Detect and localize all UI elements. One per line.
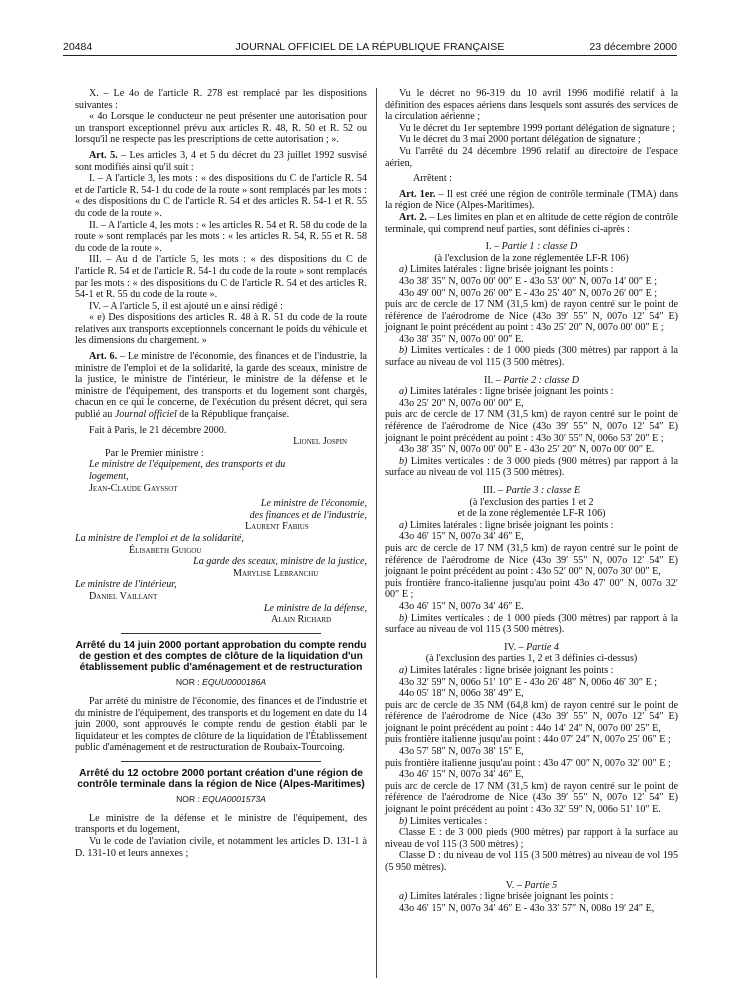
part-4-b: b) Limites verticales : <box>399 815 488 827</box>
vu-3: Vu le décret du 3 mai 2000 portant délégation de signature ; <box>399 134 641 146</box>
arrete-1-title: Arrêté du 14 juin 2000 portant approbation du compte rendu de gestion et des comptes de clôture de la liquidation d'un établissement public d'aménagement et de restructuration <box>75 639 367 674</box>
article-1-label: Art. 1er. <box>399 188 436 200</box>
part-5-pts1: 43o 46′ 15″ N, 007o 34′ 46″ E - 43o 33′ 57″ N, 008o 19′ 24″ E, <box>399 902 655 914</box>
arrete-1-nor-label: NOR : <box>175 677 203 688</box>
part-3-num: III. – <box>482 485 506 496</box>
part-2-head: Partie 2 : classe D <box>503 374 580 386</box>
arrete-2-title: Arrêté du 12 octobre 2000 portant création d'une région de contrôle terminale dans la région de Nice (Alpes-Maritimes) <box>77 767 365 791</box>
section-separator-1 <box>121 633 321 634</box>
part-4-num: IV. – <box>504 641 527 653</box>
sig1-title: Le ministre de l'équipement, des transports et du logement, <box>89 459 286 482</box>
part-3-head: Partie 3 : classe E <box>505 485 581 496</box>
part-4-pts2: 44o 05′ 18″ N, 006o 38′ 49″ E, <box>399 688 524 700</box>
column-divider <box>376 88 377 978</box>
part-2-a: a) Limites latérales : ligne brisée joignant les points : <box>399 386 614 398</box>
part-4-b-text: Limites verticales : <box>409 815 488 827</box>
article-5 <box>75 150 367 173</box>
sig3-name: Élisabeth Guigou <box>129 544 202 556</box>
part-1-a: a) Limites latérales : ligne brisée joignant les points : <box>399 264 614 276</box>
sig3-title: La ministre de l'emploi et de la solidarité, <box>75 532 244 544</box>
article-5-text: – Les articles 3, 4 et 5 du décret du 23 juillet 1992 susvisé sont modifiés ainsi qu'il suit : <box>75 149 367 173</box>
part-1-pts3: 43o 38′ 35″ N, 007o 00′ 00″ E. <box>399 333 524 345</box>
part-3-pts1: 43o 46′ 15″ N, 007o 34′ 46″ E, <box>399 531 524 543</box>
part-4-classe-e: Classe E : de 3 000 pieds (900 mètres) par rapport à la surface au niveau de vol 115 (3 500 mètres) ; <box>385 827 678 850</box>
arrete-2-nor <box>75 794 367 806</box>
part-3-sub1: (à l'exclusion des parties 1 et 2 <box>469 496 594 508</box>
article-5-ii: II. – A l'article 4, les mots : « les articles R. 54 et R. 58 du code de la route » sont remplacés par les mots : « les articles R. 54, R. 55 et R. 58 du code de la route ». <box>75 219 367 254</box>
page-header <box>63 41 677 55</box>
article-6-label: Art. 6. <box>89 351 118 363</box>
sig2-title-b: des finances et de l'industrie, <box>249 509 367 521</box>
sig4-name: Marylise Lebranchu <box>233 567 319 579</box>
part-1-num: I. – <box>485 241 502 253</box>
arrete-2-nor-code: EQUA0001573A <box>202 794 266 805</box>
part-1-b-text: Limites verticales : de 1 000 pieds (300 mètres) par rapport à la surface au niveau de vol 115 (3 500 mètres). <box>385 345 678 369</box>
article-5-iv-quote: « e) Des dispositions des articles R. 48 à R. 51 du code de la route relatives aux transports exceptionnels concernant le poids du véhicule et les dimensions du chargement. » <box>75 312 367 347</box>
part-4-border2: puis frontière italienne jusqu'au point : 43o 47′ 00″ N, 007o 32′ 00″ E ; <box>385 757 671 769</box>
part-4-sub: (à l'exclusion des parties 1, 2 et 3 définies ci-dessus) <box>425 653 638 665</box>
header-rule <box>63 55 677 56</box>
article-2 <box>385 212 678 235</box>
part-4-classe-d: Classe D : du niveau de vol 115 (3 500 mètres) au niveau de vol 195 (5 950 mètres). <box>385 850 678 873</box>
article-5-label: Art. 5. <box>89 149 118 161</box>
right-column <box>385 88 678 914</box>
part-4-arc2: puis arc de cercle de 17 NM (31,5 km) de rayon centré sur le point de référence de l'aérodrome de Nice (43o 39′ 55″ N, 007o 12′ 54″ E) joignant le point précédent au point : 43o 32′ 59″ N, 006o 51′ 10″ E. <box>385 780 678 816</box>
part-3-a-text: Limites latérales : ligne brisée joignant les points : <box>409 519 614 531</box>
article-5-i: I. – A l'article 3, les mots : « des dispositions du C de l'article R. 54 et de l'article R. 54-1 du code de la route » sont remplacés par les mots : « des dispositions du C de l'article R. 54 et des articles R. 54-1 et R. 55 du code de la route ». <box>75 173 367 219</box>
paragraph-x-quote: « 4o Lorsque le conducteur ne peut présenter une autorisation pour un transport exceptionnel prévu aux articles R. 48, R. 50 et R. 52 ou lorsqu'il ne respecte pas les prescriptions de cette autorisation ; ». <box>75 111 367 146</box>
part-5-heading <box>385 880 678 892</box>
part-3-pts2: 43o 46′ 15″ N, 007o 34′ 46″ E. <box>399 600 524 612</box>
part-2-heading <box>385 375 678 387</box>
part-3-border: puis frontière franco-italienne jusqu'au point 43o 47′ 00″ N, 007o 32′ 00″ E ; <box>385 577 678 601</box>
article-2-label: Art. 2. <box>399 211 427 223</box>
part-2-a-text: Limites latérales : ligne brisée joignant les points : <box>409 386 614 398</box>
part-2-pts1: 43o 25′ 20″ N, 007o 00′ 00″ E, <box>399 397 524 409</box>
arrete-1-nor-code: EQUU0000186A <box>202 677 267 688</box>
part-1-pts1: 43o 38′ 35″ N, 007o 00′ 00″ E - 43o 53′ 00″ N, 007o 14′ 00″ E ; <box>399 275 658 287</box>
sig5-title: Le ministre de l'intérieur, <box>75 579 177 591</box>
part-4-pts4: 43o 46′ 15″ N, 007o 34′ 46″ E, <box>399 769 524 781</box>
section-separator-2 <box>121 761 321 762</box>
part-1-head: Partie 1 : classe D <box>501 241 578 253</box>
part-4-a-text: Limites latérales : ligne brisée joignant les points : <box>409 664 614 676</box>
left-column <box>75 88 367 859</box>
part-2-arc: puis arc de cercle de 17 NM (31,5 km) de rayon centré sur le point de référence de l'aérodrome de Nice (43o 39′ 55″ N, 007o 12′ 54″ E) joignant le point précédent au point : 43o 30′ 55″ N, 006o 53′ 20″ E ; <box>385 409 678 444</box>
article-6-journal: Journal officiel <box>114 409 177 421</box>
part-4-arc1: puis arc de cercle de 35 NM (64,8 km) de rayon centré sur le point de référence de l'aérodrome de Nice (43o 39′ 55″ N, 007o 12′ 54″ E) joignant le point précédent au point : 44o 14′ 24″ N, 007o 00′ 25″ E, <box>385 699 678 734</box>
part-4-pts3: 43o 57′ 58″ N, 007o 38′ 15″ E, <box>399 746 524 758</box>
article-1-text: – Il est créé une région de contrôle terminale (TMA) dans la région de Nice (Alpes-Maritimes). <box>385 188 678 212</box>
done-at: Fait à Paris, le 21 décembre 2000. <box>89 424 227 436</box>
part-2-pts2: 43o 38′ 35″ N, 007o 00′ 00″ E - 43o 25′ 20″ N, 007o 00′ 00″ E. <box>399 444 655 456</box>
vu-2: Vu le décret du 1er septembre 1999 portant délégation de signature ; <box>399 122 676 134</box>
part-1-heading <box>385 241 678 253</box>
part-1-arc: puis arc de cercle de 17 NM (31,5 km) de rayon centré sur le point de référence de l'aérodrome de Nice (43o 39′ 55″ N, 007o 12′ 54″ E) joignant le point précédent au point : 43o 25′ 20″ N, 007o 00′ 00″ E ; <box>385 299 678 334</box>
part-3-heading <box>385 485 678 497</box>
page-number: 20484 <box>63 41 93 53</box>
vu-1: Vu le décret no 96-319 du 10 avril 1996 modifié relatif à la définition des espaces aériens dans lesquels sont assurés des services de la circulation aérienne ; <box>385 88 678 123</box>
part-5-num: V. – <box>505 879 525 891</box>
part-2-num: II. – <box>483 374 504 386</box>
part-4-pts1: 43o 32′ 59″ N, 006o 51′ 10″ E - 43o 26′ 48″ N, 006o 46′ 30″ E ; <box>399 676 658 688</box>
article-6 <box>75 351 367 421</box>
part-5-head: Partie 5 <box>524 879 558 891</box>
arrete-2-nor-label: NOR : <box>176 794 203 805</box>
arrete-1-nor <box>75 677 367 689</box>
article-2-text: – Les limites en plan et en altitude de cette région de contrôle terminale, qui comprend neuf parties, sont définies ci-après : <box>385 211 678 235</box>
part-3-arc: puis arc de cercle de 17 NM (31,5 km) de rayon centré sur le point de référence de l'aérodrome de Nice (43o 39′ 55″ N, 007o 12′ 54″ E) joignant le point précédent au point : 43o 52′ 00″ N, 007o 30′ 00″ E, <box>385 542 678 578</box>
issue-date: 23 décembre 2000 <box>589 41 677 53</box>
part-3-a: a) Limites latérales : ligne brisée joignant les points : <box>399 519 614 531</box>
part-2-b: b) Limites verticales : de 3 000 pieds (900 mètres) par rapport à la surface au niveau de vol 115 (3 500 mètres). <box>385 455 678 479</box>
arrete-1-text: Par arrêté du ministre de l'économie, des finances et de l'industrie et du ministre de l'équipement, des transports et du logement en date du 14 juin 2000, sont approuvés le compte rendu de gestion établi par le liquidateur et les comptes de clôture de la liquidation de l'Établissement public d'aménagement et de restructuration de Roubaix-Tourcoing. <box>75 695 367 754</box>
sig6-title: Le ministre de la défense, <box>263 602 367 614</box>
arrete-2-p1: Le ministre de la défense et le ministre de l'équipement, des transports et du logement, <box>75 812 367 836</box>
part-1-pts2: 43o 49′ 00″ N, 007o 26′ 00″ E - 43o 25′ 40″ N, 007o 26′ 00″ E ; <box>399 287 658 299</box>
part-2-b-text: Limites verticales : de 3 000 pieds (900 mètres) par rapport à la surface au niveau de vol 115 (3 500 mètres). <box>385 455 678 479</box>
part-4-a: a) Limites latérales : ligne brisée joignant les points : <box>399 664 614 676</box>
article-6-text-b: de la République française. <box>176 409 290 421</box>
signer-pm: Lionel Jospin <box>293 436 347 448</box>
arretent: Arrêtent : <box>413 173 452 185</box>
part-3-sub2: et de la zone réglementée LF-R 106) <box>457 508 606 520</box>
part-1-sub: (à l'exclusion de la zone réglementée LF-R 106) <box>434 252 629 264</box>
arrete-2-p2: Vu le code de l'aviation civile, et notamment les articles D. 131-1 à D. 131-10 et leurs annexes ; <box>75 836 367 859</box>
sig2-title-a: Le ministre de l'économie, <box>260 498 367 510</box>
part-3-b: b) Limites verticales : de 1 000 pieds (300 mètres) par rapport à la surface au niveau de vol 115 (3 500 mètres). <box>385 612 678 636</box>
part-1-a-text: Limites latérales : ligne brisée joignant les points : <box>409 264 614 276</box>
part-1-b: b) Limites verticales : de 1 000 pieds (300 mètres) par rapport à la surface au niveau de vol 115 (3 500 mètres). <box>385 345 678 369</box>
sig5-name: Daniel Vaillant <box>89 590 158 602</box>
part-3-b-text: Limites verticales : de 1 000 pieds (300 mètres) par rapport à la surface au niveau de vol 115 (3 500 mètres). <box>385 612 678 636</box>
paragraph-x-intro: X. – Le 4o de l'article R. 278 est remplacé par les dispositions suivantes : <box>75 88 367 111</box>
part-5-a-text: Limites latérales : ligne brisée joignant les points : <box>409 891 614 903</box>
part-4-border1: puis frontière italienne jusqu'au point : 44o 07′ 24″ N, 007o 25′ 06″ E ; <box>385 734 671 746</box>
part-4-head: Partie 4 <box>526 641 559 653</box>
sig6-name: Alain Richard <box>271 614 332 626</box>
article-6-text-a: – Le ministre de l'économie, des finances et de l'industrie, la ministre de l'emploi et de la solidarité, la garde des sceaux, ministre de la justice, le ministre de l'intérieur, le ministre de la défense et le ministre de l'équipement, des transports et du logement sont chargés, chacun en ce qui le concerne, de l'exécution du présent décret, qui sera publié au <box>75 351 368 421</box>
journal-title: JOURNAL OFFICIEL DE LA RÉPUBLIQUE FRANÇAISE <box>235 41 505 53</box>
sig4-title: La garde des sceaux, ministre de la justice, <box>193 556 367 568</box>
part-5-a: a) Limites latérales : ligne brisée joignant les points : <box>399 891 614 903</box>
article-5-iii: III. – Au d de l'article 5, les mots : « des dispositions du C de l'article R. 54 et de l'article R. 54-1 du code de la route » sont remplacés par les mots : « des dispositions du C de l'article R. 54 et des articles R. 54-1 et R. 55 du code de la route ». <box>75 254 367 301</box>
by-pm: Par le Premier ministre : <box>105 447 204 459</box>
article-1 <box>385 189 678 212</box>
sig2-name: Laurent Fabius <box>245 521 309 533</box>
part-4-heading <box>385 642 678 654</box>
vu-4: Vu l'arrêté du 24 décembre 1996 relatif au directoire de l'espace aérien, <box>385 145 678 169</box>
article-5-iv: IV. – A l'article 5, il est ajouté un e ainsi rédigé : <box>89 300 283 312</box>
sig1-name: Jean-Claude Gayssot <box>89 482 178 494</box>
